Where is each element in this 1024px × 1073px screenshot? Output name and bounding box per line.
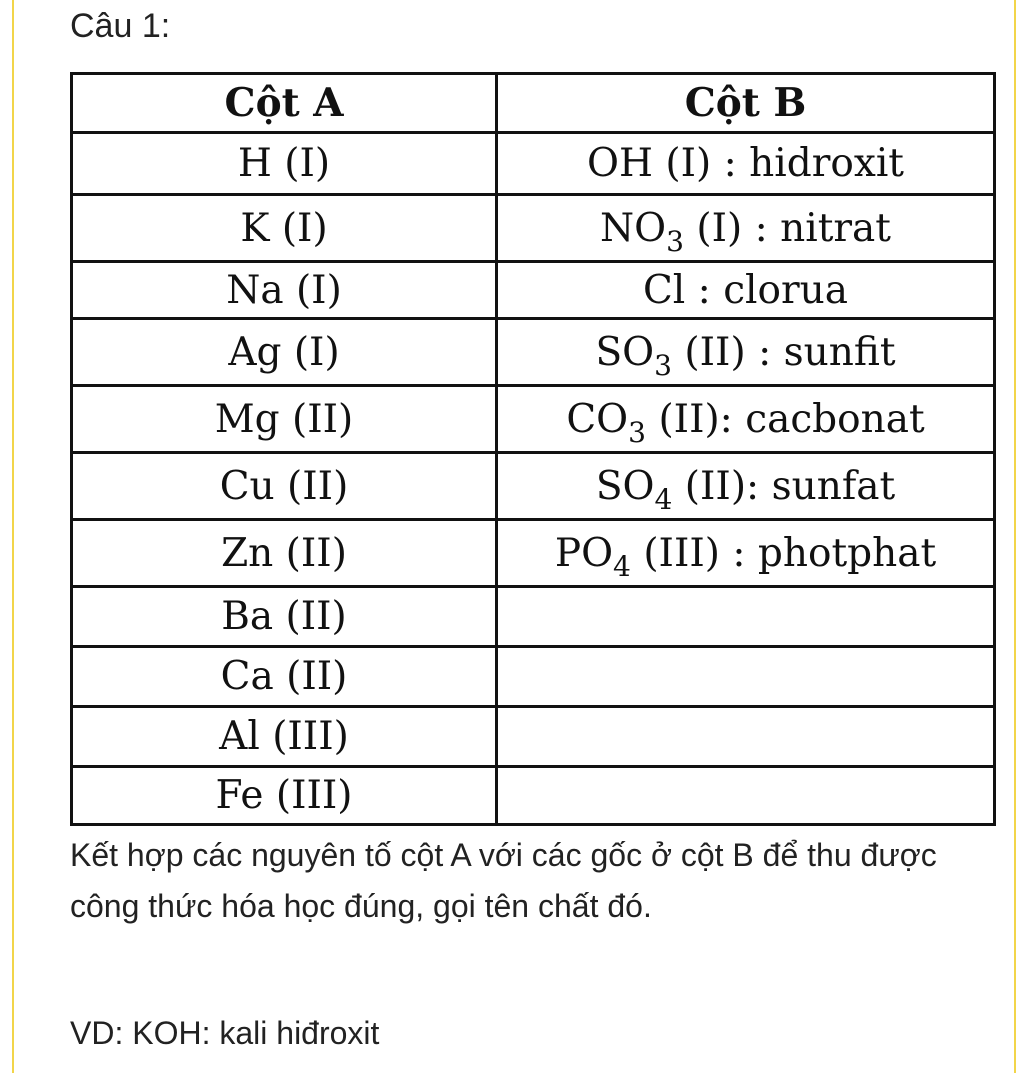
empty-cell (497, 647, 995, 707)
radical-formula: NO (600, 205, 667, 251)
radical-cell (497, 262, 995, 319)
radical-subscript: 3 (628, 415, 647, 449)
radical-valence-name: : clorua (685, 267, 849, 313)
element-cell: Al (III) (72, 707, 497, 767)
element-cell: K (I) (72, 195, 497, 262)
radical-subscript: 4 (613, 549, 631, 583)
radical-formula: SO (595, 463, 655, 509)
element-cell: H (I) (72, 133, 497, 195)
radical-valence-name: (II): cacbonat (646, 396, 925, 442)
radical-cell (497, 195, 995, 262)
radical-valence-name: (II): sunfat (672, 463, 896, 509)
table-row (72, 707, 995, 767)
radical-formula: SO (595, 329, 655, 375)
radical-formula: Cl (642, 267, 686, 313)
empty-cell (497, 587, 995, 647)
element-cell: Mg (II) (72, 386, 497, 453)
table-header-row (72, 74, 995, 133)
radical-cell (497, 453, 995, 520)
element-cell: Zn (II) (72, 520, 497, 587)
radical-formula: OH (587, 141, 653, 186)
empty-cell (497, 767, 995, 825)
example-text: VD: KOH: kali hiđroxit (70, 1015, 380, 1051)
radical-subscript: 4 (654, 482, 673, 516)
instruction-text: Kết hợp các nguyên tố cột A với các gốc ở cột B để thu được công thức hóa học đúng, gọi tên chất đó. (70, 837, 937, 924)
element-cell: Na (I) (72, 262, 497, 319)
radical-valence-name: (II) : sunfit (672, 329, 896, 375)
question-title: Câu 1: (70, 7, 171, 45)
table-row (72, 262, 995, 319)
column-b-header: Cột B (497, 74, 995, 133)
element-cell: Ag (I) (72, 319, 497, 386)
column-a-header: Cột A (72, 74, 497, 133)
radical-cell (497, 133, 995, 195)
radical-cell (497, 386, 995, 453)
table-row (72, 319, 995, 386)
radical-cell (497, 319, 995, 386)
element-cell: Cu (II) (72, 453, 497, 520)
table-row (72, 195, 995, 262)
element-cell: Fe (III) (72, 767, 497, 825)
element-cell: Ca (II) (72, 647, 497, 707)
radical-valence-name: (I) : hidroxit (652, 141, 904, 186)
table-row (72, 587, 995, 647)
radical-subscript: 3 (654, 348, 673, 382)
table-row (72, 520, 995, 587)
radical-subscript: 3 (666, 224, 684, 258)
radical-formula: PO (554, 530, 614, 576)
empty-cell (497, 707, 995, 767)
element-cell: Ba (II) (72, 587, 497, 647)
table-row (72, 767, 995, 825)
table-row (72, 647, 995, 707)
radical-valence-name: (III) : photphat (630, 530, 937, 576)
radical-formula: CO (566, 396, 629, 442)
element-radical-table (70, 72, 996, 826)
radical-cell (497, 520, 995, 587)
table-row (72, 386, 995, 453)
table-row (72, 133, 995, 195)
table-row (72, 453, 995, 520)
radical-valence-name: (I) : nitrat (683, 205, 891, 251)
